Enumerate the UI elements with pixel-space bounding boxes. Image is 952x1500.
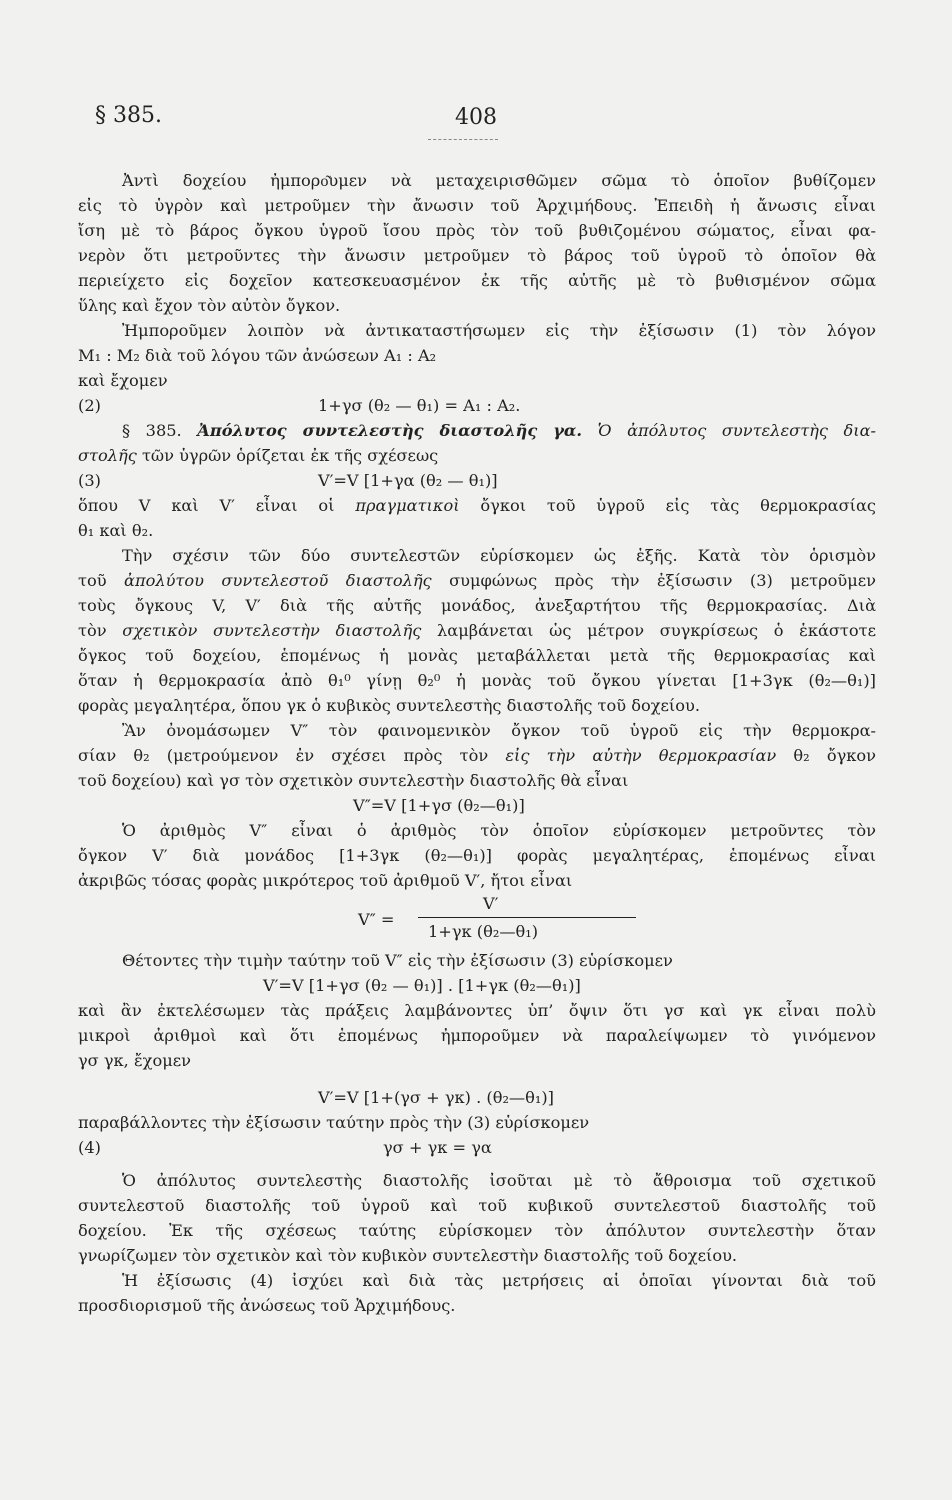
equation-body: γσ + γκ = γα <box>383 1138 492 1157</box>
text-line <box>78 743 876 768</box>
text-line: Ἡ ἐξίσωσις (4) ἰσχύει καὶ διὰ τὰς μετρήσεις αἱ ὁποῖαι γίνονται διὰ τοῦ <box>122 1271 876 1290</box>
text-line: νερὸν ὅτι μετροῦντες τὴν ἄνωσιν μετροῦμεν τὸ βάρος τοῦ ὑγροῦ τὸ ὁποῖον θὰ <box>78 246 876 265</box>
fraction-numerator: V′ <box>483 894 499 913</box>
equation-label: (3) <box>78 471 101 490</box>
equation-sum <box>78 1085 876 1110</box>
text-fragment: ἀπολύτου συντελεστοῦ διαστολῆς <box>124 571 432 590</box>
text-fragment: στολῆς <box>78 446 137 465</box>
text-fragment: σχετικὸν συντελεστὴν διαστολῆς <box>122 621 422 640</box>
text-line: τοὺς ὄγκους V, V′ διὰ τῆς αὐτῆς μονάδος, ἀνεξαρτήτου τῆς θερμοκρασίας. Διὰ <box>78 596 876 615</box>
fraction-denominator: 1+γκ (θ₂—θ₁) <box>428 922 539 941</box>
text-line: εἰς τὸ ὑγρὸν καὶ μετροῦμεν τὴν ἄνωσιν τοῦ Ἀρχιμήδους. Ἐπειδὴ ἡ ἄνωσις εἶναι <box>78 196 876 215</box>
text-fragment: τὸν <box>78 621 107 640</box>
equation-product <box>78 973 876 998</box>
text-line <box>78 568 876 593</box>
text-line: δοχείου. Ἐκ τῆς σχέσεως ταύτης εὑρίσκομεν τὸν ἀπόλυτον συντελεστὴν ὅταν <box>78 1221 876 1240</box>
text-line: Ὁ ἀπόλυτος συντελεστὴς διαστολῆς ἰσοῦται μὲ τὸ ἄθροισμα τοῦ σχετικοῦ <box>122 1171 876 1190</box>
section-mark: § 385. <box>122 421 182 440</box>
equation-2 <box>78 393 876 418</box>
text-fragment: τοῦ <box>78 571 107 590</box>
text-line: ἀκριβῶς τόσας φορὰς μικρότερος τοῦ ἀριθμοῦ V′, ἤτοι εἶναι <box>78 871 573 890</box>
text-line: παραβάλλοντες τὴν ἐξίσωσιν ταύτην πρὸς τὴν (3) εὑρίσκομεν <box>78 1113 590 1132</box>
equation-label: (2) <box>78 396 101 415</box>
fraction-lhs: V″ = <box>358 910 395 929</box>
text-line: M₁ : M₂ διὰ τοῦ λόγου τῶν ἀνώσεων A₁ : A₂ <box>78 346 437 365</box>
text-line: Θέτοντες τὴν τιμὴν ταύτην τοῦ V″ εἰς τὴν ἐξίσωσιν (3) εὑρίσκομεν <box>122 951 673 970</box>
equation-3 <box>78 468 876 493</box>
text-line: καὶ ἔχομεν <box>78 371 168 390</box>
text-line: Ἀντὶ δοχείου ἠμπορο͂υμεν νὰ μεταχειρισθῶμεν σῶμα τὸ ὁποῖον βυθίζομεν <box>122 171 876 190</box>
fraction <box>358 893 678 943</box>
section-heading-line <box>78 418 876 443</box>
header-rule <box>428 139 498 140</box>
text-line: προσδιορισμοῦ τῆς ἀνώσεως τοῦ Ἀρχιμήδους. <box>78 1296 456 1315</box>
text-line: θ₁ καὶ θ₂. <box>78 521 154 540</box>
text-line <box>78 618 876 643</box>
text-line: περιείχετο εἰς δοχεῖον κατεσκευασμένον ἐκ τῆς αὐτῆς μὲ τὸ βυθισμένον σῶμα <box>78 271 876 290</box>
text-line: ὕλης καὶ ἔχον τὸν αὐτὸν ὄγκον. <box>78 296 341 315</box>
text-line: καὶ ἂν ἐκτελέσωμεν τὰς πράξεις λαμβάνοντες ὑπ’ ὄψιν ὅτι γσ καὶ γκ εἶναι πολὺ <box>78 1001 876 1020</box>
text-fragment: Ὁ ἀπόλυτος συντελεστὴς δια- <box>597 421 876 440</box>
section-title: Ἀπόλυτος συντελεστὴς διαστολῆς γα. <box>197 421 583 440</box>
text-line: ὄγκον V′ διὰ μονάδος [1+3γκ (θ₂—θ₁)] φορὰς μεγαλητέρας, ἑπομένως εἶναι <box>78 846 876 865</box>
text-fragment: σίαν θ₂ (μετρούμενον ἐν σχέσει πρὸς τὸν <box>78 746 489 765</box>
fraction-bar <box>418 917 636 918</box>
equation-body: V′=V [1+γα (θ₂ — θ₁)] <box>318 471 498 490</box>
page-body <box>78 168 876 1318</box>
text-fragment: θ₂ ὄγκον <box>793 746 876 765</box>
text-line: ὄγκος τοῦ δοχείου, ἑπομένως ἡ μονὰς μεταβάλλεται μετὰ τῆς θερμοκρασίας καὶ <box>78 646 876 665</box>
text-line <box>78 443 876 468</box>
text-line: ἴση μὲ τὸ βάρος ὄγκου ὑγροῦ ἴσου πρὸς τὸν τοῦ βυθιζομένου σώματος, εἶναι φα- <box>78 221 876 240</box>
text-line: Τὴν σχέσιν τῶν δύο συντελεστῶν εὑρίσκομεν ὡς ἑξῆς. Κατὰ τὸν ὁρισμὸν <box>122 546 876 565</box>
text-line: Ἂν ὀνομάσωμεν V″ τὸν φαινομενικὸν ὄγκον τοῦ ὑγροῦ εἰς τὴν θερμοκρα- <box>122 721 876 740</box>
text-line: φορὰς μεγαλητέρα, ὅπου γκ ὁ κυβικὸς συντελεστὴς διαστολῆς τοῦ δοχείου. <box>78 696 701 715</box>
text-line: ὅταν ἡ θερμοκρασία ἀπὸ θ₁⁰ γίνῃ θ₂⁰ ἡ μονὰς τοῦ ὄγκου γίνεται [1+3γκ (θ₂—θ₁)] <box>78 671 876 690</box>
equation-4 <box>78 1135 876 1160</box>
text-line: γνωρίζωμεν τὸν σχετικὸν καὶ τὸν κυβικὸν συντελεστὴν διαστολῆς τοῦ δοχείου. <box>78 1246 738 1265</box>
text-fragment: ὅπου V καὶ V′ εἶναι οἱ <box>78 496 335 515</box>
text-fragment: συμφώνως πρὸς τὴν ἐξίσωσιν (3) μετροῦμεν <box>449 571 876 590</box>
equation-label: (4) <box>78 1138 101 1157</box>
text-fragment: τῶν ὑγρῶν ὁρίζεται ἐκ τῆς σχέσεως <box>141 446 439 465</box>
text-line: Ὁ ἀριθμὸς V″ εἶναι ὁ ἀριθμὸς τὸν ὁποῖον εὑρίσκομεν μετροῦντες τὸν <box>122 821 876 840</box>
equation-body: V′=V [1+(γσ + γκ) . (θ₂—θ₁)] <box>318 1088 554 1107</box>
text-line: γσ γκ, ἔχομεν <box>78 1051 191 1070</box>
text-line <box>78 493 876 518</box>
equation-apparent-volume <box>78 793 876 818</box>
text-fragment: ὄγκοι τοῦ ὑγροῦ εἰς τὰς θερμοκρασίας <box>480 496 876 515</box>
page-number: 408 <box>455 105 497 130</box>
text-fragment: πραγματικοὶ <box>355 496 460 515</box>
equation-body: 1+γσ (θ₂ — θ₁) = A₁ : A₂. <box>318 396 521 415</box>
equation-fraction <box>78 893 876 948</box>
text-line: μικροὶ ἀριθμοὶ καὶ ὅτι ἑπομένως ἠμποροῦμεν νὰ παραλείψωμεν τὸ γινόμενον <box>78 1026 876 1045</box>
text-fragment: εἰς τὴν αὐτὴν θερμοκρασίαν <box>505 746 777 765</box>
text-line: συντελεστοῦ διαστολῆς τοῦ ὑγροῦ καὶ τοῦ κυβικοῦ συντελεστοῦ διαστολῆς τοῦ <box>78 1196 876 1215</box>
text-line: τοῦ δοχείου) καὶ γσ τὸν σχετικὸν συντελεστὴν διαστολῆς θὰ εἶναι <box>78 771 629 790</box>
text-line: Ἠμποροῦμεν λοιπὸν νὰ ἀντικαταστήσωμεν εἰς τὴν ἐξίσωσιν (1) τὸν λόγον <box>122 321 876 340</box>
section-number: § 385. <box>95 103 162 128</box>
equation-body: V′=V [1+γσ (θ₂ — θ₁)] . [1+γκ (θ₂—θ₁)] <box>263 976 581 995</box>
equation-body: V″=V [1+γσ (θ₂—θ₁)] <box>353 796 525 815</box>
text-fragment: λαμβάνεται ὡς μέτρον συγκρίσεως ὁ ἑκάστοτε <box>437 621 876 640</box>
